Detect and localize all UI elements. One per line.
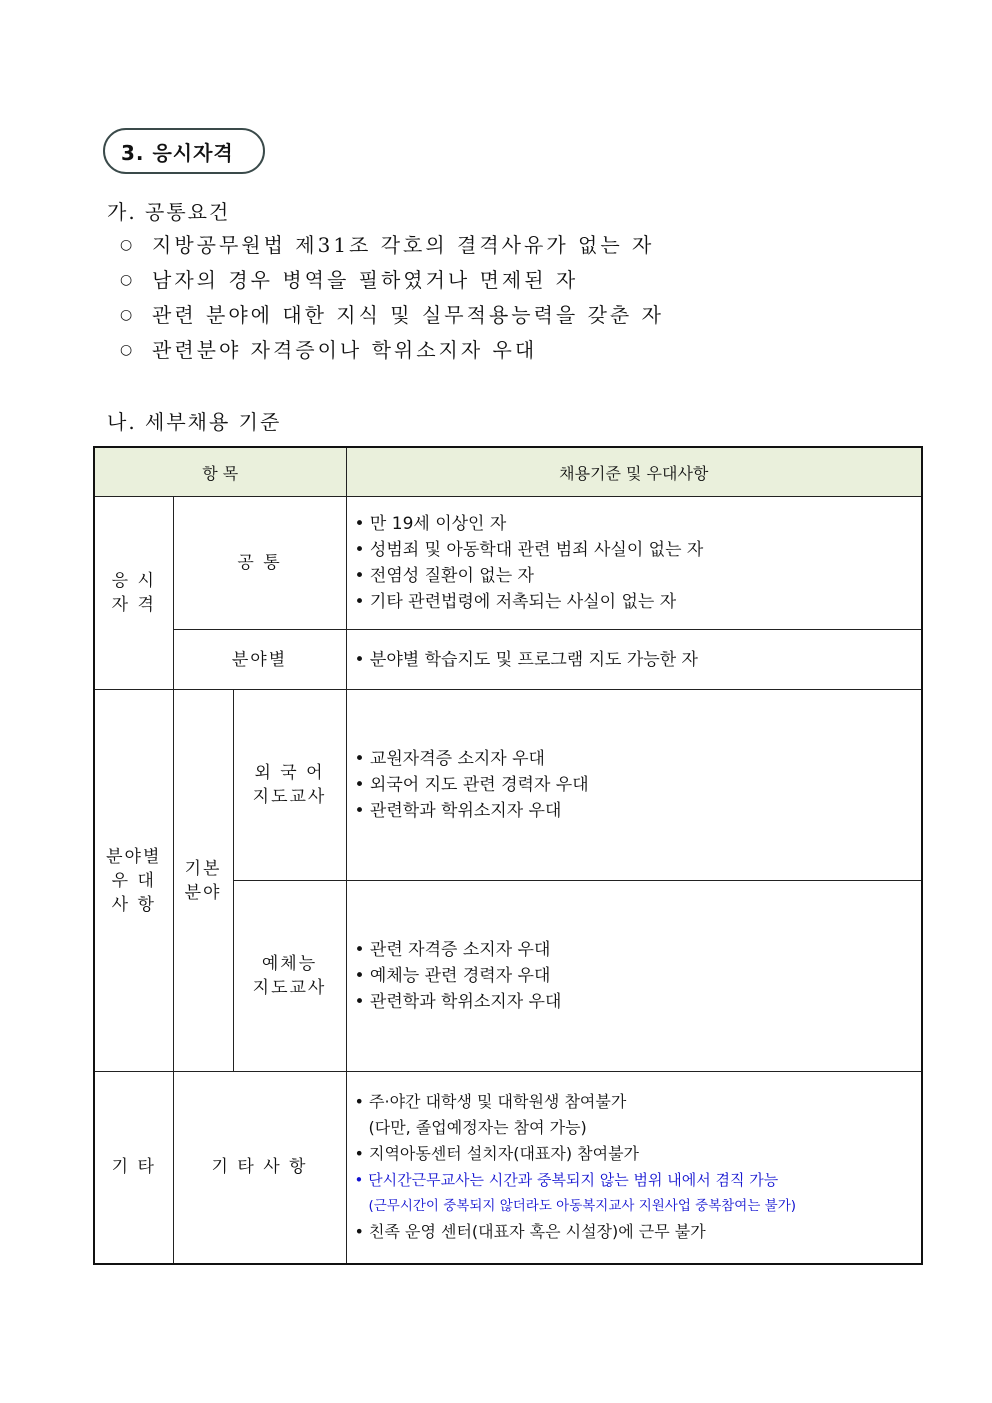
list-item: ○ 관련분야 자격증이나 학위소지자 우대 [120, 335, 664, 370]
common-label: 공 통 [173, 497, 346, 630]
field-criteria: • 분야별 학습지도 및 프로그램 지도 가능한 자 [346, 630, 922, 690]
circle-bullet-icon: ○ [120, 272, 136, 288]
circle-bullet-icon: ○ [120, 342, 136, 358]
qualification-category: 응 시 자 격 [94, 497, 173, 690]
list-item: ○ 지방공무원법 제31조 각호의 결격사유가 없는 자 [120, 230, 664, 265]
header-criteria: 채용기준 및 우대사항 [346, 447, 922, 497]
foreign-language-teacher-label: 외 국 어 지도교사 [233, 690, 346, 881]
general-requirements-list [120, 230, 664, 370]
highlight-note: (근무시간이 중복되지 않더라도 아동복지교사 지원사업 중복참여는 불가) [368, 1198, 797, 1215]
etc-category: 기 타 [94, 1072, 173, 1264]
criteria-table [93, 446, 923, 1265]
common-criteria: • 만 19세 이상인 자 • 성범죄 및 아동학대 관련 범죄 사실이 없는 자 • 전염성 질환이 없는 자 • 기타 관련법령에 저촉되는 사실이 없는 자 [346, 497, 922, 630]
foreign-language-criteria: • 교원자격증 소지자 우대 • 외국어 지도 관련 경력자 우대 • 관련학과 학위소지자 우대 [346, 690, 922, 881]
arts-sports-teacher-label: 예체능 지도교사 [233, 881, 346, 1072]
list-item: ○ 남자의 경우 병역을 필하였거나 면제된 자 [120, 265, 664, 300]
section-title: 3. 응시자격 [103, 128, 265, 174]
circle-bullet-icon: ○ [120, 237, 136, 253]
basic-field-label: 기본 분야 [173, 690, 233, 1072]
field-label: 분야별 [173, 630, 346, 690]
highlight-note: • 단시간근무교사는 시간과 중복되지 않는 범위 내에서 겸직 가능 [354, 1171, 779, 1190]
general-requirements-heading: 가. 공통요건 [107, 200, 231, 224]
circle-bullet-icon: ○ [120, 307, 136, 323]
list-item: ○ 관련 분야에 대한 지식 및 실무적용능력을 갖춘 자 [120, 300, 664, 335]
preference-category: 분야별 우 대 사 항 [94, 690, 173, 1072]
etc-sub-label: 기 타 사 항 [173, 1072, 346, 1264]
arts-sports-criteria: • 관련 자격증 소지자 우대 • 예체능 관련 경력자 우대 • 관련학과 학위소지자 우대 [346, 881, 922, 1072]
etc-criteria: • 주·야간 대학생 및 대학원생 참여불가 (다만, 졸업예정자는 참여 가능) • 지역아동센터 설치자(대표자) 참여불가 • 단시간근무교사는 시간과 중복되지 않는 범위 내에서 겸직 가능 (근무시간이 중복되지 않더라도 아동복지교사 지원사업 중복참여는 불가) • 친족 운영 센터(대표자 혹은 시설장)에 근무 불가 [346, 1072, 922, 1264]
header-item: 항 목 [94, 447, 346, 497]
detail-criteria-heading: 나. 세부채용 기준 [107, 410, 282, 434]
